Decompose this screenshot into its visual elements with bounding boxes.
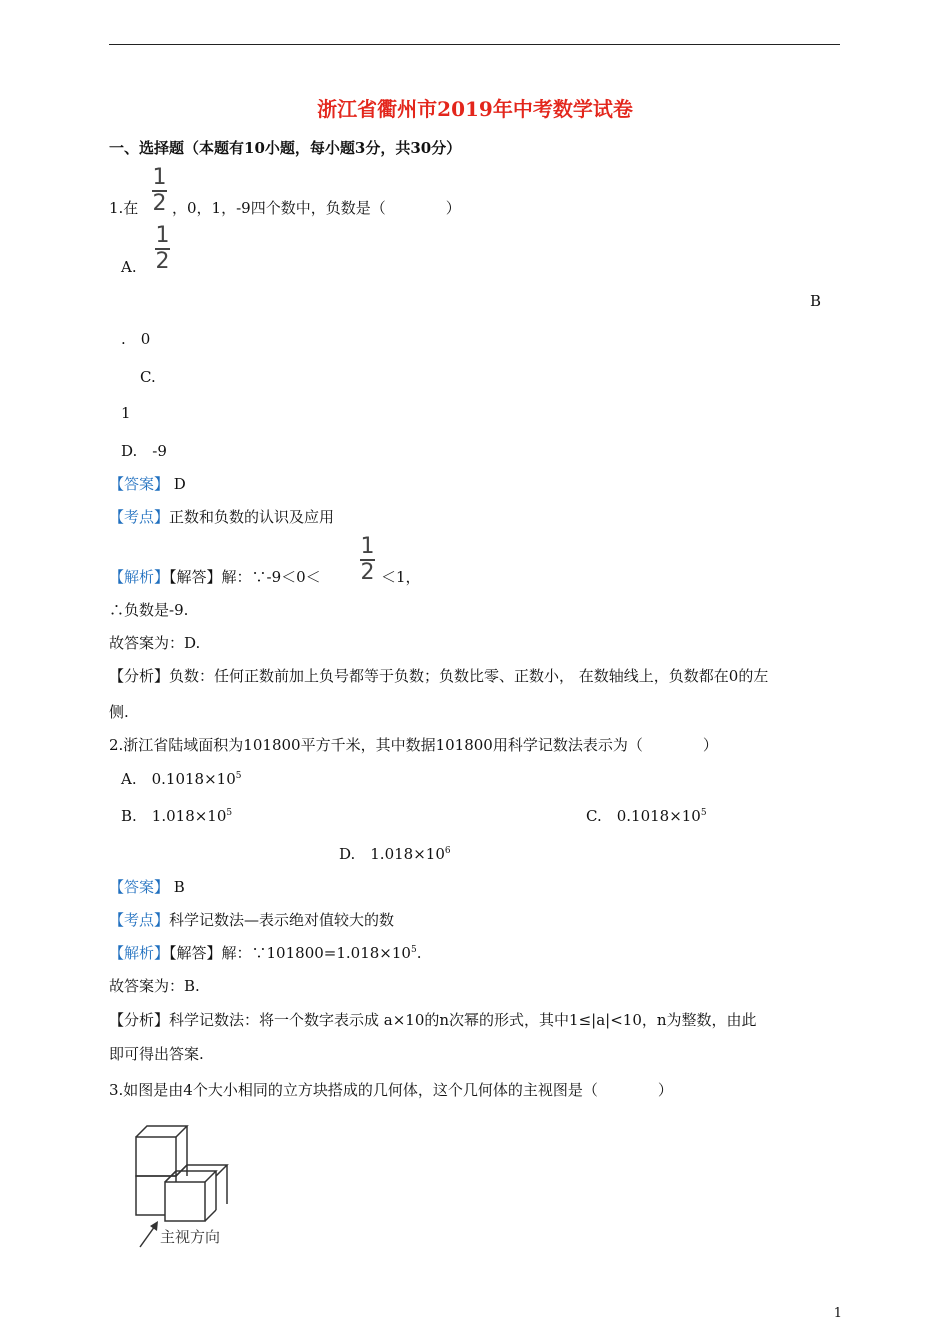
- section-heading: 一、选择题（本题有10小题，每小题3分，共30分）: [109, 139, 462, 157]
- analysis-tag: 【解析】: [109, 944, 170, 962]
- exponent: 5: [410, 945, 417, 955]
- q1-analysis-line3: 故答案为：D.: [109, 634, 201, 652]
- q2-option-b: [121, 807, 232, 825]
- exponent: 5: [235, 771, 242, 781]
- q2-analysis-line2: 故答案为：B.: [109, 977, 200, 995]
- page-number: 1: [833, 1306, 842, 1321]
- q2-answer: [109, 878, 185, 896]
- q1-stem-prefix: 1.在: [109, 199, 139, 217]
- fraction-numerator: 1: [155, 223, 170, 248]
- analysis-end: .: [416, 944, 422, 962]
- header-rule: [109, 44, 840, 45]
- fraction-numerator: 1: [360, 534, 375, 559]
- q1-option-c-value: 1: [121, 404, 131, 422]
- fenxi-text: 科学记数法：将一个数字表示成 a×10的n次幂的形式，其中1≤|a|<10，n为整数，由此: [169, 1011, 757, 1029]
- q2-analysis: [109, 944, 421, 962]
- q1-option-b-value: . 0: [121, 330, 151, 348]
- fraction-numerator: 1: [152, 165, 167, 190]
- q1-option-a-letter: A.: [121, 258, 137, 276]
- fenxi-text: 负数：任何正数前加上负号都等于负数；负数比零、正数小， 在数轴线上，负数都在0的左: [169, 667, 769, 685]
- q1-analysis-fraction: [360, 536, 375, 584]
- answer-value: D: [173, 475, 186, 493]
- fraction-denominator: 2: [155, 249, 170, 274]
- fraction-one-half: [152, 167, 167, 215]
- q1-analysis-line2: ∴负数是-9.: [109, 601, 189, 619]
- q1-knowledge-point: [109, 508, 334, 526]
- q2-option-c: [586, 807, 707, 825]
- answer-value: B: [173, 878, 185, 896]
- point-text: 正数和负数的认识及应用: [169, 508, 335, 526]
- q2-option-d: [339, 845, 451, 863]
- q2-fenxi-cont: 即可得出答案.: [109, 1045, 204, 1063]
- analysis-text: 【解答】解：∵-9＜0＜: [169, 568, 321, 586]
- q1-analysis: [109, 568, 321, 586]
- answer-tag: 【答案】: [109, 878, 170, 896]
- document-title: 浙江省衢州市2019年中考数学试卷: [317, 97, 633, 121]
- q1-fenxi-cont: 侧.: [109, 703, 129, 721]
- q1-option-d: D. -9: [121, 442, 167, 460]
- fraction-denominator: 2: [152, 191, 167, 216]
- exponent: 6: [444, 846, 451, 856]
- q2-stem: 2.浙江省陆域面积为101800平方千米，其中数据101800用科学记数法表示为（ ）: [109, 736, 718, 754]
- answer-tag: 【答案】: [109, 475, 170, 493]
- q2-fenxi: [109, 1011, 757, 1029]
- q1-fenxi: [109, 667, 768, 685]
- q2-knowledge-point: [109, 911, 394, 929]
- option-text: B. 1.018×10: [121, 807, 227, 825]
- point-tag: 【考点】: [109, 911, 170, 929]
- q1-analysis-end: ＜1，: [381, 568, 421, 586]
- view-direction-label: 主视方向: [160, 1228, 221, 1246]
- option-text: D. 1.018×10: [339, 845, 445, 863]
- cube-figure: [130, 1120, 240, 1259]
- fenxi-tag: 【分析】: [109, 1011, 170, 1029]
- analysis-tag: 【解析】: [109, 568, 170, 586]
- analysis-text: 【解答】解：∵101800=1.018×10: [169, 944, 411, 962]
- point-text: 科学记数法—表示绝对值较大的数: [169, 911, 395, 929]
- q1-option-a-fraction: [155, 225, 170, 273]
- exponent: 5: [226, 808, 233, 818]
- option-text: A. 0.1018×10: [121, 770, 236, 788]
- fraction-denominator: 2: [360, 560, 375, 585]
- q2-option-a: [121, 770, 241, 788]
- fenxi-tag: 【分析】: [109, 667, 170, 685]
- option-text: C. 0.1018×10: [586, 807, 701, 825]
- q1-option-b-letter: B: [810, 292, 822, 310]
- q1-option-c-letter: C.: [140, 368, 156, 386]
- exponent: 5: [700, 808, 707, 818]
- q1-answer: [109, 475, 186, 493]
- q1-stem: ，0，1，-9四个数中，负数是（ ）: [172, 199, 461, 217]
- q3-stem: 3.如图是由4个大小相同的立方块搭成的几何体，这个几何体的主视图是（ ）: [109, 1081, 673, 1099]
- point-tag: 【考点】: [109, 508, 170, 526]
